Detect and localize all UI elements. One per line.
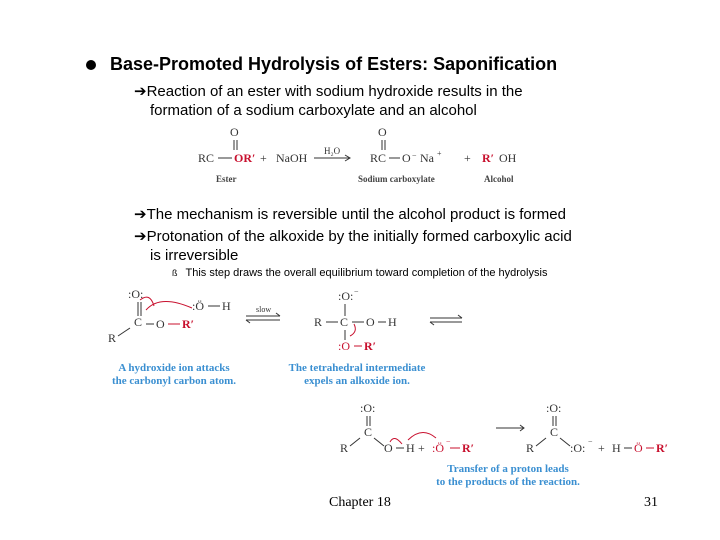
svg-text:R: R bbox=[526, 441, 535, 455]
svg-text::O:: :O: bbox=[360, 401, 376, 415]
svg-text:R′: R′ bbox=[364, 339, 377, 353]
point-3-line-2: is irreversible bbox=[150, 247, 239, 264]
mechanism-step-1 bbox=[100, 284, 500, 364]
point-1-line-1: Reaction of an ester with sodium hydroxide results in the bbox=[146, 83, 523, 100]
svg-text::O:: :O: bbox=[570, 441, 586, 455]
plus-sign: + bbox=[464, 151, 471, 165]
slide-title: Base-Promoted Hydrolysis of Esters: Saponification bbox=[110, 54, 558, 74]
svg-text:OH: OH bbox=[499, 151, 517, 165]
point-1-line-2: formation of a sodium carboxylate and an alcohol bbox=[150, 102, 477, 119]
svg-text:R′: R′ bbox=[182, 317, 195, 331]
svg-text:Na: Na bbox=[420, 151, 434, 165]
svg-text:H: H bbox=[388, 315, 397, 329]
svg-text:O: O bbox=[156, 317, 165, 331]
svg-text:R: R bbox=[108, 331, 117, 345]
svg-text:+: + bbox=[437, 149, 442, 158]
svg-text::Ö: :Ö bbox=[192, 299, 204, 313]
svg-text::O:: :O: bbox=[128, 287, 144, 301]
svg-text:RC: RC bbox=[370, 151, 387, 165]
svg-text:H: H bbox=[612, 441, 621, 455]
caption-3-line-2: to the products of the reaction. bbox=[436, 476, 580, 488]
svg-text:O: O bbox=[378, 125, 387, 139]
subpoint-text: This step draws the overall equilibrium toward completion of the hydrolysis bbox=[185, 267, 548, 279]
svg-text::O: :O bbox=[338, 339, 350, 353]
svg-text:R: R bbox=[340, 441, 349, 455]
svg-text::O:: :O: bbox=[546, 401, 562, 415]
svg-text::Ö: :Ö bbox=[432, 441, 444, 455]
carboxylate-label: Sodium carboxylate bbox=[358, 174, 435, 184]
svg-text:C: C bbox=[364, 425, 373, 439]
ester-label: Ester bbox=[216, 174, 237, 184]
svg-text:R: R bbox=[314, 315, 323, 329]
svg-text:−: − bbox=[446, 437, 451, 446]
svg-text:C: C bbox=[134, 315, 143, 329]
caption-1 bbox=[104, 362, 244, 388]
svg-text:RC: RC bbox=[198, 151, 215, 165]
title-row bbox=[86, 54, 557, 75]
svg-text:−: − bbox=[354, 287, 359, 296]
svg-text:C: C bbox=[550, 425, 559, 439]
svg-text:R′: R′ bbox=[462, 441, 475, 455]
point-3-line-1: Protonation of the alkoxide by the initially formed carboxylic acid bbox=[146, 228, 572, 245]
chapter-label: Chapter 18 bbox=[329, 495, 391, 510]
svg-text:+: + bbox=[260, 151, 267, 165]
subpoint-marker: ß bbox=[172, 268, 178, 278]
svg-text:R′: R′ bbox=[656, 441, 669, 455]
caption-2-line-2: expels an alkoxide ion. bbox=[304, 375, 410, 387]
bullet-dot bbox=[86, 60, 96, 70]
svg-text:+: + bbox=[418, 441, 425, 455]
mechanism-step-2 bbox=[336, 398, 686, 464]
subpoint bbox=[172, 267, 547, 279]
svg-text:O: O bbox=[230, 125, 239, 139]
svg-text:H: H bbox=[406, 441, 415, 455]
svg-text:O: O bbox=[402, 151, 411, 165]
svg-text:OR′: OR′ bbox=[234, 151, 256, 165]
arrow-icon: ➔ bbox=[134, 83, 147, 100]
alcohol-label: Alcohol bbox=[484, 174, 514, 184]
svg-text:R′: R′ bbox=[482, 151, 495, 165]
caption-3 bbox=[428, 463, 588, 489]
svg-text:C: C bbox=[340, 315, 349, 329]
point-2-text: The mechanism is reversible until the alcohol product is formed bbox=[146, 206, 566, 223]
arrow-icon: ➔ bbox=[134, 206, 147, 223]
point-1 bbox=[134, 82, 523, 120]
svg-text::O:: :O: bbox=[338, 289, 354, 303]
svg-text:O: O bbox=[384, 441, 393, 455]
svg-text:−: − bbox=[588, 437, 593, 446]
caption-1-line-2: the carbonyl carbon atom. bbox=[111, 375, 237, 387]
naoh-reagent: NaOH bbox=[276, 151, 308, 165]
caption-2-line-1: The tetrahedral intermediate bbox=[288, 362, 426, 374]
svg-text:H: H bbox=[222, 299, 231, 313]
caption-1-line-1: A hydroxide ion attacks bbox=[118, 362, 230, 374]
point-3 bbox=[134, 227, 572, 265]
svg-text:Ö: Ö bbox=[634, 441, 643, 455]
arrow-icon: ➔ bbox=[134, 228, 147, 245]
svg-text:−: − bbox=[412, 151, 417, 160]
svg-text:+: + bbox=[598, 441, 605, 455]
caption-2 bbox=[282, 362, 432, 388]
caption-3-line-1: Transfer of a proton leads bbox=[447, 463, 569, 475]
page-number: 31 bbox=[644, 495, 658, 510]
point-2 bbox=[134, 205, 566, 224]
svg-text:O: O bbox=[366, 315, 375, 329]
slow-label: slow bbox=[256, 305, 272, 314]
saponification-equation bbox=[190, 122, 530, 188]
water-reagent: H₂O bbox=[324, 146, 341, 156]
